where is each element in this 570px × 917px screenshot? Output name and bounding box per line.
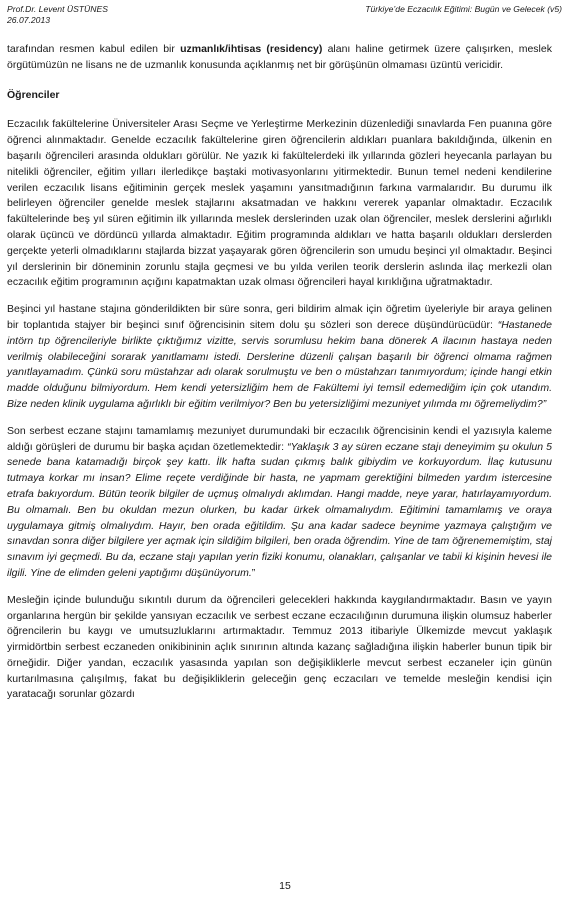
paragraph-pharmacy-internship	[7, 424, 552, 582]
section-heading: Öğrenciler	[7, 88, 60, 101]
intro-bold-term: uzmanlık/ihtisas (residency)	[180, 43, 323, 55]
page-header	[7, 4, 562, 30]
document-title: Türkiye’de Eczacılık Eğitimi: Bugün ve Gelecek (v5)	[365, 4, 562, 14]
para3-text: Son serbest eczane stajını tamamlamış mezuniyet durumundaki bir eczacılık öğrencisinin kendi el yazısıyla kaleme aldığı görüşleri de durumu bir başka açıdan özetlemektedir:	[7, 424, 552, 453]
intro-text-end: alanı haline getirmek üzere çalışırken, meslek örgütümüzün ne lisans ne de uzmanlık konusunda açıklanmış net bir görüşünün olmaması üzüntü vericidir.	[7, 43, 552, 71]
author-name: Prof.Dr. Levent ÜSTÜNES	[7, 4, 108, 14]
para3-closing-quote: ”	[251, 566, 256, 579]
intro-text-start: tarafından resmen kabul edilen bir	[7, 43, 181, 55]
intro-paragraph	[7, 42, 552, 74]
para3-quote: “Yaklaşık 3 ay süren eczane stajı deneyimim şu okulun 5 senede bana katamadığı birçok şey kattı. İlk hafta sudan çıkmış balık gibiydim ve korkuyordum. İlaç kutusunu tutmaya korkar mı insan? Elime reçete verdiğinde bir hasta, ne yapmam gerektiğini bilmeden yardım istercesine etrafa bakıyordum. Bütün teorik bilgiler de uçmuş olmalıydı aklımdan. Hangi madde, neye yarar, hatırlayamıyordum. Bu olmamalı. Ben bu okuldan mezun olurken, bu kadar ürkek olmamalıydım. Eğitimini tamamlamış ve oraya uygulamaya gitmiş olmalıydım. Hayır, ben orada eğitildim. Şu ana kadar sadece beynime yazmaya çalıştığım ve sınavdan sonra diğer bilgilere yer açmak için sildiğim bilgileri, ben orada öğrendim. Yine de tam öğrenememiştim, staj sınavım iyi geçmedi. Bu da, eczane stajı yapılan yerin fiziki konumu, olanakları, çalışanlar ve tabii ki kişinin hevesi ile ilgili. Yine de elimden geleni yaptığımı düşünüyorum.	[7, 440, 553, 579]
paragraph-students-admission: Eczacılık fakültelerine Üniversiteler Arası Seçme ve Yerleştirme Merkezinin düzenlediği sınavlarda Fen puanına göre öğrenci alınmaktadır. Genelde eczacılık fakültelerine giren öğrencilerin aldıkları puanlara bakıldığında, ülkenin en başarılı öğrencileri arasında oldukları görülür. Ne yazık ki fakültelerdeki ilk yıllarında gözleri heyecanla parlayan bu nitelikli öğrenciler, eğitim yılları ilerledikçe baştaki motivasyonlarını yitirmektedir. Bunun temel nedeni kendilerine verilen eczacılık lisans eğitiminin gerçek meslek yaşamını yansıtmadığının farkına varmalarıdır. Bu durumu ilk belirleyen öğrenciler genelde meslek stajlarını aksatmadan ve hakkını vererek yapanlar olmaktadır. Eczacılık fakültelerinde beş yıl süren eğitimin ilk yıllarında meslek derslerinden uzak olan öğrenciler, meslek derslerini ağırlıklı olarak üçüncü ve dördüncü yıllarda almaktadır. Eğitim programında aldıkları ve hatta başarılı oldukları derslerden gerçekte yeterli olmadıklarını stajlarda bizzat yaşayarak gören öğrencilerin son umudu beşinci yıl olmaktadır. Beşinci yıl derslerinin bir döneminin zorunlu stajla geçmesi ve bu yılda verilen teorik derslerin aslında ilaç merkezli olan eczacılık eğitim programının açığını kapatmaktan uzak olması öğrencileri hayal kırıklığına uğratmaktadır.	[7, 118, 552, 289]
document-date: 26.07.2013	[7, 14, 51, 25]
para2-quote: “Hastanede intörn tıp öğrencileriyle birlikte çıktığımız vizitte, servis sorumlusu hekim bana dönerek A ilacının hastaya neden verilmiş olabileceğini sorarak yanıtlamamı istedi. Derslerine düzenli çalışan başarılı bir öğrenci olmama rağmen yanıtlayamadım. Çünkü soru müstahzar adı olarak sorulmuştu ve ben o müstahzarı tanımıyordum; içinde hangi etkin madde olduğunu bilmiyordum. Hem kendi yetersizliğim hem de Fakültemi iyi temsil edemediğim için çok utandım. Bize neden klinik uygulama ağırlıklı bir eğitim verilmiyor? Ben bu yetersizliğimi mezuniyet yılımda mı öğremeliydim?”	[7, 318, 552, 410]
paragraph-profession-concerns: Mesleğin içinde bulunduğu sıkıntılı durum da öğrencileri gelecekleri hakkında kaygılandırmaktadır. Basın ve yayın organlarına hergün bir şekilde yansıyan eczacılık ve serbest eczane eczacılığının durumuna ilişkin olumsuz haberler öğrencilerin bu kaygı ve umutsuzluklarını artırmaktadır. Temmuz 2013 itibariyle Ülkemizde mevcut yaklaşık yirmidörtbin serbest eczaneden onikibininin açlık sınırının altında kazanç sağladığına ilişkin haberler bunun tipik bir örneğidir. Diğer yandan, eczacılık yasasında yapılan son değişikliklerle mevcut serbest eczaneler için günün kurtarılmasına çalışılmış, fakat bu değişikliklerin geleceğin genç eczacıları ve temelde mesleğin kendisi için yaratacağı sorunlar gözardı	[7, 593, 552, 701]
header-left	[7, 4, 108, 25]
page-number: 15	[279, 880, 291, 892]
page-body	[7, 42, 552, 703]
paragraph-hospital-internship	[7, 302, 552, 413]
para2-text: Beşinci yıl hastane stajına gönderildikten bir süre sonra, geri bildirim almak için öğretim üyeleriyle bir araya gelinen bir toplantıda stajyer bir beşinci sınıf öğrencisinin sitem dolu şu sözleri son derece düşündürücüdür:	[7, 303, 552, 331]
